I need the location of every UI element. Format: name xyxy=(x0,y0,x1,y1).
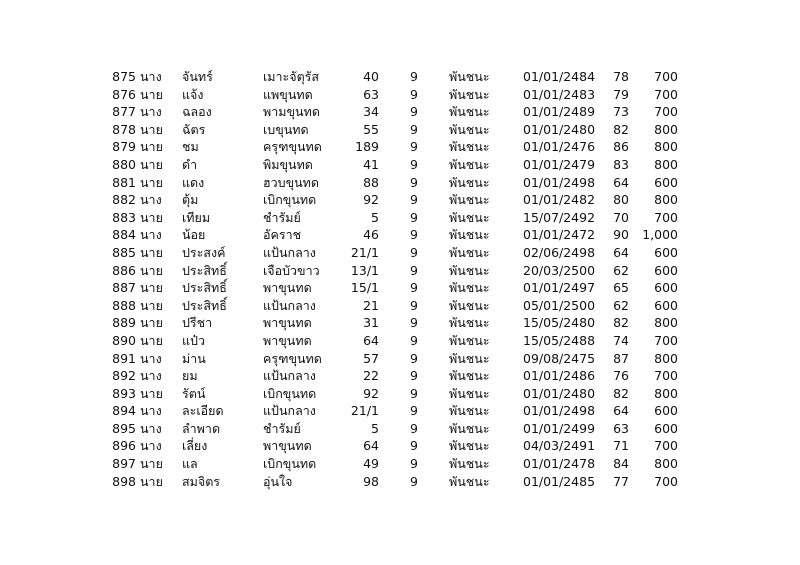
allowance-amount: 600 xyxy=(654,280,678,296)
age: 64 xyxy=(613,244,629,260)
last-name: เบิกขุนทด xyxy=(263,456,317,472)
birth-date: 01/01/2484 xyxy=(523,69,596,84)
last-name: เมาะจัตุรัส xyxy=(263,69,320,84)
village-number: 9 xyxy=(410,456,418,472)
house-number: 41 xyxy=(363,156,379,172)
title-prefix: นาย xyxy=(140,209,163,225)
age: 71 xyxy=(613,438,629,454)
house-number: 34 xyxy=(363,104,379,120)
title-prefix: นาย xyxy=(140,139,163,155)
table-row xyxy=(0,191,800,209)
first-name: ประสิทธิ์ xyxy=(182,297,227,313)
house-number: 55 xyxy=(363,121,379,137)
age: 78 xyxy=(613,69,629,84)
title-prefix: นาย xyxy=(140,280,163,296)
age: 87 xyxy=(613,350,629,366)
title-prefix: นาย xyxy=(140,385,163,401)
house-number: 46 xyxy=(363,227,379,243)
village-number: 9 xyxy=(410,69,418,84)
row-number: 888 xyxy=(112,297,136,313)
village-number: 9 xyxy=(410,368,418,384)
table-row xyxy=(0,473,800,491)
birth-date: 01/01/2485 xyxy=(523,473,596,489)
allowance-amount: 700 xyxy=(654,209,678,225)
village-number: 9 xyxy=(410,403,418,419)
beneficiary-table xyxy=(0,68,800,490)
allowance-amount: 700 xyxy=(654,438,678,454)
first-name: ตุ้ม xyxy=(182,192,199,208)
age: 65 xyxy=(613,280,629,296)
birth-date: 01/01/2489 xyxy=(523,104,596,120)
house-number: 64 xyxy=(363,332,379,348)
last-name: ครุฑขุนทด xyxy=(263,350,322,366)
title-prefix: นาง xyxy=(140,438,162,454)
house-number: 5 xyxy=(371,209,379,225)
age: 82 xyxy=(613,315,629,331)
last-name: ครุฑขุนทด xyxy=(263,139,322,155)
first-name: แจ้ง xyxy=(182,86,204,102)
age: 90 xyxy=(613,227,629,243)
last-name: แป้นกลาง xyxy=(263,244,316,260)
last-name: อุ่นใจ xyxy=(263,473,293,489)
birth-date: 01/01/2499 xyxy=(523,420,596,436)
first-name: ฉัตร xyxy=(182,121,206,137)
village-number: 9 xyxy=(410,420,418,436)
row-number: 876 xyxy=(112,86,136,102)
birth-date: 01/01/2480 xyxy=(523,385,596,401)
age: 84 xyxy=(613,456,629,472)
birth-date: 01/01/2498 xyxy=(523,403,596,419)
title-prefix: นาง xyxy=(140,227,162,243)
title-prefix: นาย xyxy=(140,121,163,137)
allowance-amount: 600 xyxy=(654,174,678,190)
village-number: 9 xyxy=(410,139,418,155)
row-number: 889 xyxy=(112,315,136,331)
title-prefix: นาง xyxy=(140,368,162,384)
row-number: 877 xyxy=(112,104,136,120)
birth-date: 01/01/2486 xyxy=(523,368,596,384)
house-number: 21/1 xyxy=(350,244,379,260)
last-name: พามขุนทด xyxy=(263,104,320,120)
row-number: 883 xyxy=(112,209,136,225)
table-row xyxy=(0,385,800,403)
age: 73 xyxy=(613,104,629,120)
age: 62 xyxy=(613,262,629,278)
last-name: พาขุนทด xyxy=(263,280,312,296)
birth-date: 01/01/2483 xyxy=(523,86,596,102)
allowance-amount: 700 xyxy=(654,86,678,102)
first-name: น้อย xyxy=(182,227,206,243)
age: 77 xyxy=(613,473,629,489)
allowance-amount: 800 xyxy=(654,121,678,137)
first-name: ยม xyxy=(182,368,198,384)
village-number: 9 xyxy=(410,315,418,331)
title-prefix: นาง xyxy=(140,350,162,366)
allowance-amount: 800 xyxy=(654,456,678,472)
table-row xyxy=(0,314,800,332)
subdistrict: พันชนะ xyxy=(449,156,490,172)
table-row xyxy=(0,138,800,156)
allowance-amount: 600 xyxy=(654,244,678,260)
age: 74 xyxy=(613,332,629,348)
allowance-amount: 800 xyxy=(654,192,678,208)
title-prefix: นาย xyxy=(140,473,163,489)
house-number: 189 xyxy=(355,139,379,155)
village-number: 9 xyxy=(410,438,418,454)
allowance-amount: 1,000 xyxy=(642,227,678,243)
title-prefix: นาย xyxy=(140,262,163,278)
birth-date: 15/05/2488 xyxy=(523,332,596,348)
last-name: อัคราช xyxy=(263,227,302,243)
last-name: พิมขุนทด xyxy=(263,156,313,172)
house-number: 21 xyxy=(363,297,379,313)
last-name: เบิกขุนทด xyxy=(263,385,317,401)
house-number: 88 xyxy=(363,174,379,190)
village-number: 9 xyxy=(410,209,418,225)
house-number: 15/1 xyxy=(350,280,379,296)
title-prefix: นาง xyxy=(140,403,162,419)
age: 62 xyxy=(613,297,629,313)
village-number: 9 xyxy=(410,350,418,366)
table-row xyxy=(0,174,800,192)
village-number: 9 xyxy=(410,332,418,348)
title-prefix: นาง xyxy=(140,104,162,120)
first-name: ฉลอง xyxy=(182,104,212,120)
table-row xyxy=(0,156,800,174)
house-number: 5 xyxy=(371,420,379,436)
subdistrict: พันชนะ xyxy=(449,280,490,296)
last-name: เบขุนทด xyxy=(263,121,309,137)
row-number: 875 xyxy=(112,69,136,84)
title-prefix: นาย xyxy=(140,174,163,190)
subdistrict: พันชนะ xyxy=(449,438,490,454)
village-number: 9 xyxy=(410,86,418,102)
subdistrict: พันชนะ xyxy=(449,473,490,489)
allowance-amount: 800 xyxy=(654,156,678,172)
row-number: 898 xyxy=(112,473,136,489)
title-prefix: นาย xyxy=(140,156,163,172)
title-prefix: นาย xyxy=(140,456,163,472)
subdistrict: พันชนะ xyxy=(449,209,490,225)
village-number: 9 xyxy=(410,104,418,120)
house-number: 98 xyxy=(363,473,379,489)
table-row xyxy=(0,350,800,368)
house-number: 49 xyxy=(363,456,379,472)
title-prefix: นาง xyxy=(140,420,162,436)
table-row xyxy=(0,86,800,104)
village-number: 9 xyxy=(410,121,418,137)
village-number: 9 xyxy=(410,385,418,401)
last-name: ชำรัมย์ xyxy=(263,209,301,225)
house-number: 92 xyxy=(363,385,379,401)
village-number: 9 xyxy=(410,297,418,313)
last-name: แป้นกลาง xyxy=(263,403,316,419)
first-name: ปรีชา xyxy=(182,315,213,331)
table-row xyxy=(0,367,800,385)
row-number: 886 xyxy=(112,262,136,278)
table-row xyxy=(0,244,800,262)
age: 64 xyxy=(613,174,629,190)
village-number: 9 xyxy=(410,227,418,243)
allowance-amount: 700 xyxy=(654,69,678,84)
subdistrict: พันชนะ xyxy=(449,69,490,84)
table-row xyxy=(0,297,800,315)
subdistrict: พันชนะ xyxy=(449,86,490,102)
first-name: จันทร์ xyxy=(182,69,213,84)
birth-date: 15/05/2480 xyxy=(523,315,596,331)
row-number: 891 xyxy=(112,350,136,366)
allowance-amount: 600 xyxy=(654,420,678,436)
first-name: ม่าน xyxy=(182,350,206,366)
age: 79 xyxy=(613,86,629,102)
first-name: ประสิทธิ์ xyxy=(182,262,227,278)
last-name: ชำรัมย์ xyxy=(263,420,301,436)
birth-date: 01/01/2497 xyxy=(523,280,596,296)
age: 83 xyxy=(613,156,629,172)
row-number: 892 xyxy=(112,368,136,384)
age: 76 xyxy=(613,368,629,384)
subdistrict: พันชนะ xyxy=(449,174,490,190)
age: 70 xyxy=(613,209,629,225)
village-number: 9 xyxy=(410,192,418,208)
table-row xyxy=(0,226,800,244)
subdistrict: พันชนะ xyxy=(449,368,490,384)
birth-date: 01/01/2478 xyxy=(523,456,596,472)
first-name: รัตน์ xyxy=(182,385,206,401)
allowance-amount: 800 xyxy=(654,315,678,331)
row-number: 881 xyxy=(112,174,136,190)
allowance-amount: 600 xyxy=(654,403,678,419)
first-name: ดำ xyxy=(182,156,198,172)
birth-date: 02/06/2498 xyxy=(523,244,596,260)
first-name: สมจิตร xyxy=(182,473,221,489)
first-name: แดง xyxy=(182,174,205,190)
village-number: 9 xyxy=(410,473,418,489)
last-name: พาขุนทด xyxy=(263,438,312,454)
subdistrict: พันชนะ xyxy=(449,315,490,331)
row-number: 897 xyxy=(112,456,136,472)
age: 80 xyxy=(613,192,629,208)
row-number: 895 xyxy=(112,420,136,436)
table-row xyxy=(0,402,800,420)
row-number: 885 xyxy=(112,244,136,260)
birth-date: 01/01/2482 xyxy=(523,192,596,208)
house-number: 40 xyxy=(363,69,379,84)
row-number: 896 xyxy=(112,438,136,454)
subdistrict: พันชนะ xyxy=(449,121,490,137)
table-row xyxy=(0,279,800,297)
village-number: 9 xyxy=(410,262,418,278)
first-name: ลำพาด xyxy=(182,420,221,436)
row-number: 894 xyxy=(112,403,136,419)
house-number: 92 xyxy=(363,192,379,208)
table-row xyxy=(0,332,800,350)
birth-date: 04/03/2491 xyxy=(523,438,596,454)
house-number: 21/1 xyxy=(350,403,379,419)
subdistrict: พันชนะ xyxy=(449,297,490,313)
subdistrict: พันชนะ xyxy=(449,139,490,155)
row-number: 884 xyxy=(112,227,136,243)
row-number: 890 xyxy=(112,332,136,348)
last-name: เบิกขุนทด xyxy=(263,192,317,208)
title-prefix: นาย xyxy=(140,315,163,331)
subdistrict: พันชนะ xyxy=(449,456,490,472)
table-row xyxy=(0,262,800,280)
subdistrict: พันชนะ xyxy=(449,244,490,260)
allowance-amount: 700 xyxy=(654,368,678,384)
subdistrict: พันชนะ xyxy=(449,385,490,401)
house-number: 22 xyxy=(363,368,379,384)
row-number: 880 xyxy=(112,156,136,172)
subdistrict: พันชนะ xyxy=(449,420,490,436)
village-number: 9 xyxy=(410,280,418,296)
allowance-amount: 700 xyxy=(654,473,678,489)
birth-date: 20/03/2500 xyxy=(523,262,596,278)
age: 64 xyxy=(613,403,629,419)
table-row xyxy=(0,209,800,227)
last-name: พาขุนทด xyxy=(263,315,312,331)
first-name: แล xyxy=(182,456,198,472)
table-row xyxy=(0,68,800,86)
first-name: เลี่ยง xyxy=(182,438,208,454)
house-number: 64 xyxy=(363,438,379,454)
table-row xyxy=(0,455,800,473)
age: 82 xyxy=(613,385,629,401)
age: 86 xyxy=(613,139,629,155)
subdistrict: พันชนะ xyxy=(449,104,490,120)
birth-date: 05/01/2500 xyxy=(523,297,596,313)
first-name: ประสิทธิ์ xyxy=(182,280,227,296)
allowance-amount: 600 xyxy=(654,262,678,278)
table-row xyxy=(0,103,800,121)
house-number: 31 xyxy=(363,315,379,331)
allowance-amount: 800 xyxy=(654,350,678,366)
first-name: ประสงค์ xyxy=(182,244,226,260)
last-name: ฮวบขุนทด xyxy=(263,174,320,190)
birth-date: 01/01/2476 xyxy=(523,139,596,155)
birth-date: 09/08/2475 xyxy=(523,350,596,366)
row-number: 882 xyxy=(112,192,136,208)
allowance-amount: 700 xyxy=(654,332,678,348)
table-row xyxy=(0,437,800,455)
subdistrict: พันชนะ xyxy=(449,332,490,348)
row-number: 878 xyxy=(112,121,136,137)
house-number: 13/1 xyxy=(350,262,379,278)
last-name: แพขุนทด xyxy=(263,86,313,102)
row-number: 887 xyxy=(112,280,136,296)
title-prefix: นาย xyxy=(140,86,163,102)
title-prefix: นาย xyxy=(140,297,163,313)
village-number: 9 xyxy=(410,156,418,172)
village-number: 9 xyxy=(410,244,418,260)
table-row xyxy=(0,420,800,438)
subdistrict: พันชนะ xyxy=(449,262,490,278)
subdistrict: พันชนะ xyxy=(449,350,490,366)
village-number: 9 xyxy=(410,174,418,190)
allowance-amount: 700 xyxy=(654,104,678,120)
allowance-amount: 600 xyxy=(654,297,678,313)
subdistrict: พันชนะ xyxy=(449,403,490,419)
birth-date: 01/01/2472 xyxy=(523,227,596,243)
birth-date: 01/01/2480 xyxy=(523,121,596,137)
first-name: ชม xyxy=(182,139,199,155)
row-number: 893 xyxy=(112,385,136,401)
subdistrict: พันชนะ xyxy=(449,192,490,208)
last-name: พาขุนทด xyxy=(263,332,312,348)
first-name: แป๋ว xyxy=(182,332,206,348)
house-number: 57 xyxy=(363,350,379,366)
house-number: 63 xyxy=(363,86,379,102)
birth-date: 01/01/2479 xyxy=(523,156,596,172)
last-name: แป้นกลาง xyxy=(263,297,316,313)
last-name: เจือบัวขาว xyxy=(263,262,320,278)
birth-date: 01/01/2498 xyxy=(523,174,596,190)
first-name: ละเอียด xyxy=(182,403,224,419)
allowance-amount: 800 xyxy=(654,139,678,155)
table-row xyxy=(0,121,800,139)
age: 82 xyxy=(613,121,629,137)
allowance-amount: 800 xyxy=(654,385,678,401)
title-prefix: นาย xyxy=(140,244,163,260)
age: 63 xyxy=(613,420,629,436)
title-prefix: นาย xyxy=(140,332,163,348)
first-name: เทียม xyxy=(182,209,211,225)
row-number: 879 xyxy=(112,139,136,155)
birth-date: 15/07/2492 xyxy=(523,209,596,225)
last-name: แป้นกลาง xyxy=(263,368,316,384)
title-prefix: นาง xyxy=(140,69,162,84)
subdistrict: พันชนะ xyxy=(449,227,490,243)
title-prefix: นาง xyxy=(140,192,162,208)
